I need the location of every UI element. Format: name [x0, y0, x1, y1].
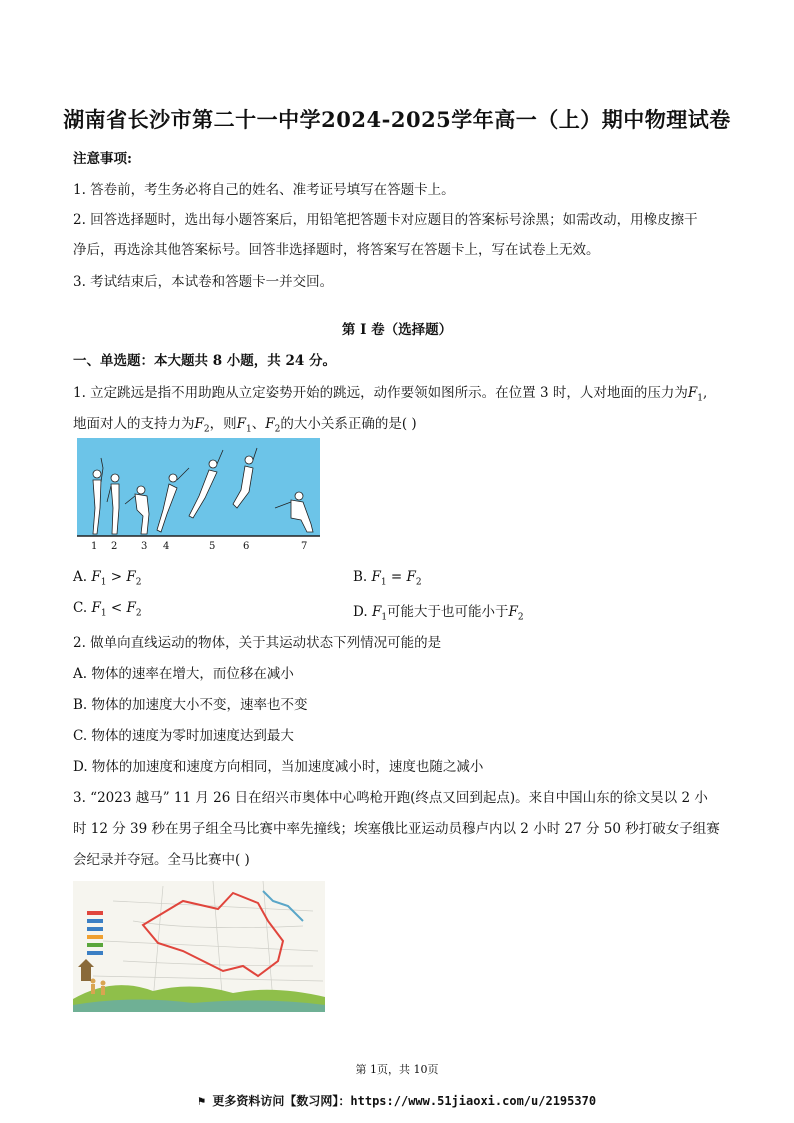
bottom-link[interactable]: [0, 1092, 794, 1109]
q3-line2: 时 12 分 39 秒在男子组全马比赛中率先撞线；埃塞俄比亚运动员穆卢内以 2 小时 27 分 50 秒打破女子组赛: [73, 821, 720, 837]
long-jump-figure: [77, 438, 320, 552]
position-number: 3: [141, 541, 148, 552]
force-f2: $F_2$: [194, 416, 210, 435]
notice-heading: 注意事项:: [73, 151, 132, 167]
q2-option-a: A. 物体的速率在增大，而位移在减小: [73, 666, 294, 682]
q2-option-c: C. 物体的速度为零时加速度达到最大: [73, 728, 294, 744]
q1-option-a: A. $F_1 > F_2$: [73, 569, 142, 588]
q2-option-b: B. 物体的加速度大小不变，速率也不变: [73, 697, 308, 713]
position-number: 7: [301, 541, 308, 552]
q2-stem: 2. 做单向直线运动的物体，关于其运动状态下列情况可能的是: [73, 635, 442, 651]
position-number: 5: [209, 541, 216, 552]
section1-title: 一、单选题：本大题共 8 小题，共 24 分。: [73, 353, 336, 369]
bottom-link-text[interactable]: 更多资料访问【数习网】：https://www.51jiaoxi.com/u/2195370: [212, 1094, 597, 1108]
q1-line2: 地面对人的支持力为$F_2$，则$F_1$、$F_2$的大小关系正确的是( ): [73, 416, 417, 435]
q1-option-b: B. $F_1 = F_2$: [353, 569, 422, 588]
flag-icon: ⚑: [197, 1094, 206, 1108]
notice-item-2a: 2. 回答选择题时，选出每小题答案后，用铅笔把答题卡对应题目的答案标号涂黑；如需改动，用橡皮擦干: [73, 212, 698, 228]
force-f2: $F_2$: [265, 416, 281, 435]
part1-title: 第 I 卷（选择题）: [341, 322, 453, 338]
force-f1: $F_1$: [687, 385, 703, 404]
q3-line3: 会纪录并夺冠。全马比赛中( ): [73, 852, 250, 868]
position-number: 2: [111, 541, 118, 552]
position-numbers: [91, 541, 307, 552]
position-number: 6: [243, 541, 250, 552]
q1-line1-text: 1. 立定跳远是指不用助跑从立定姿势开始的跳远，动作要领如图所示。在位置 3 时，人对地面的压力为: [73, 385, 688, 401]
q2-option-d: D. 物体的加速度和速度方向相同，当加速度减小时，速度也随之减小: [73, 759, 484, 775]
q3-line1: 3. “2023 越马” 11 月 26 日在绍兴市奥体中心鸣枪开跑(终点又回到起点)。来自中国山东的徐文昊以 2 小: [73, 790, 708, 806]
q1-line1: 1. 立定跳远是指不用助跑从立定姿势开始的跳远，动作要领如图所示。在位置 3 时，人对地面的压力为$F_1$,: [73, 385, 708, 404]
page-title: 湖南省长沙市第二十一中学2024-2025学年高一（上）期中物理试卷: [63, 107, 731, 132]
notice-item-3: 3. 考试结束后，本试卷和答题卡一并交回。: [73, 274, 334, 290]
position-number: 1: [91, 541, 98, 552]
q1-option-c: C. $F_1 < F_2$: [73, 600, 142, 619]
position-number: 4: [163, 541, 170, 552]
page-footer: 第 1页，共 10页: [355, 1063, 439, 1076]
notice-item-2b: 净后，再选涂其他答案标号。回答非选择题时，将答案写在答题卡上，写在试卷上无效。: [73, 242, 600, 258]
marathon-route-map: [73, 881, 325, 1012]
notice-item-1: 1. 答卷前，考生务必将自己的姓名、准考证号填写在答题卡上。: [73, 182, 455, 198]
force-f1: $F_1$: [236, 416, 252, 435]
q1-option-d: D. $F_1$可能大于也可能小于$F_2$: [353, 604, 524, 623]
